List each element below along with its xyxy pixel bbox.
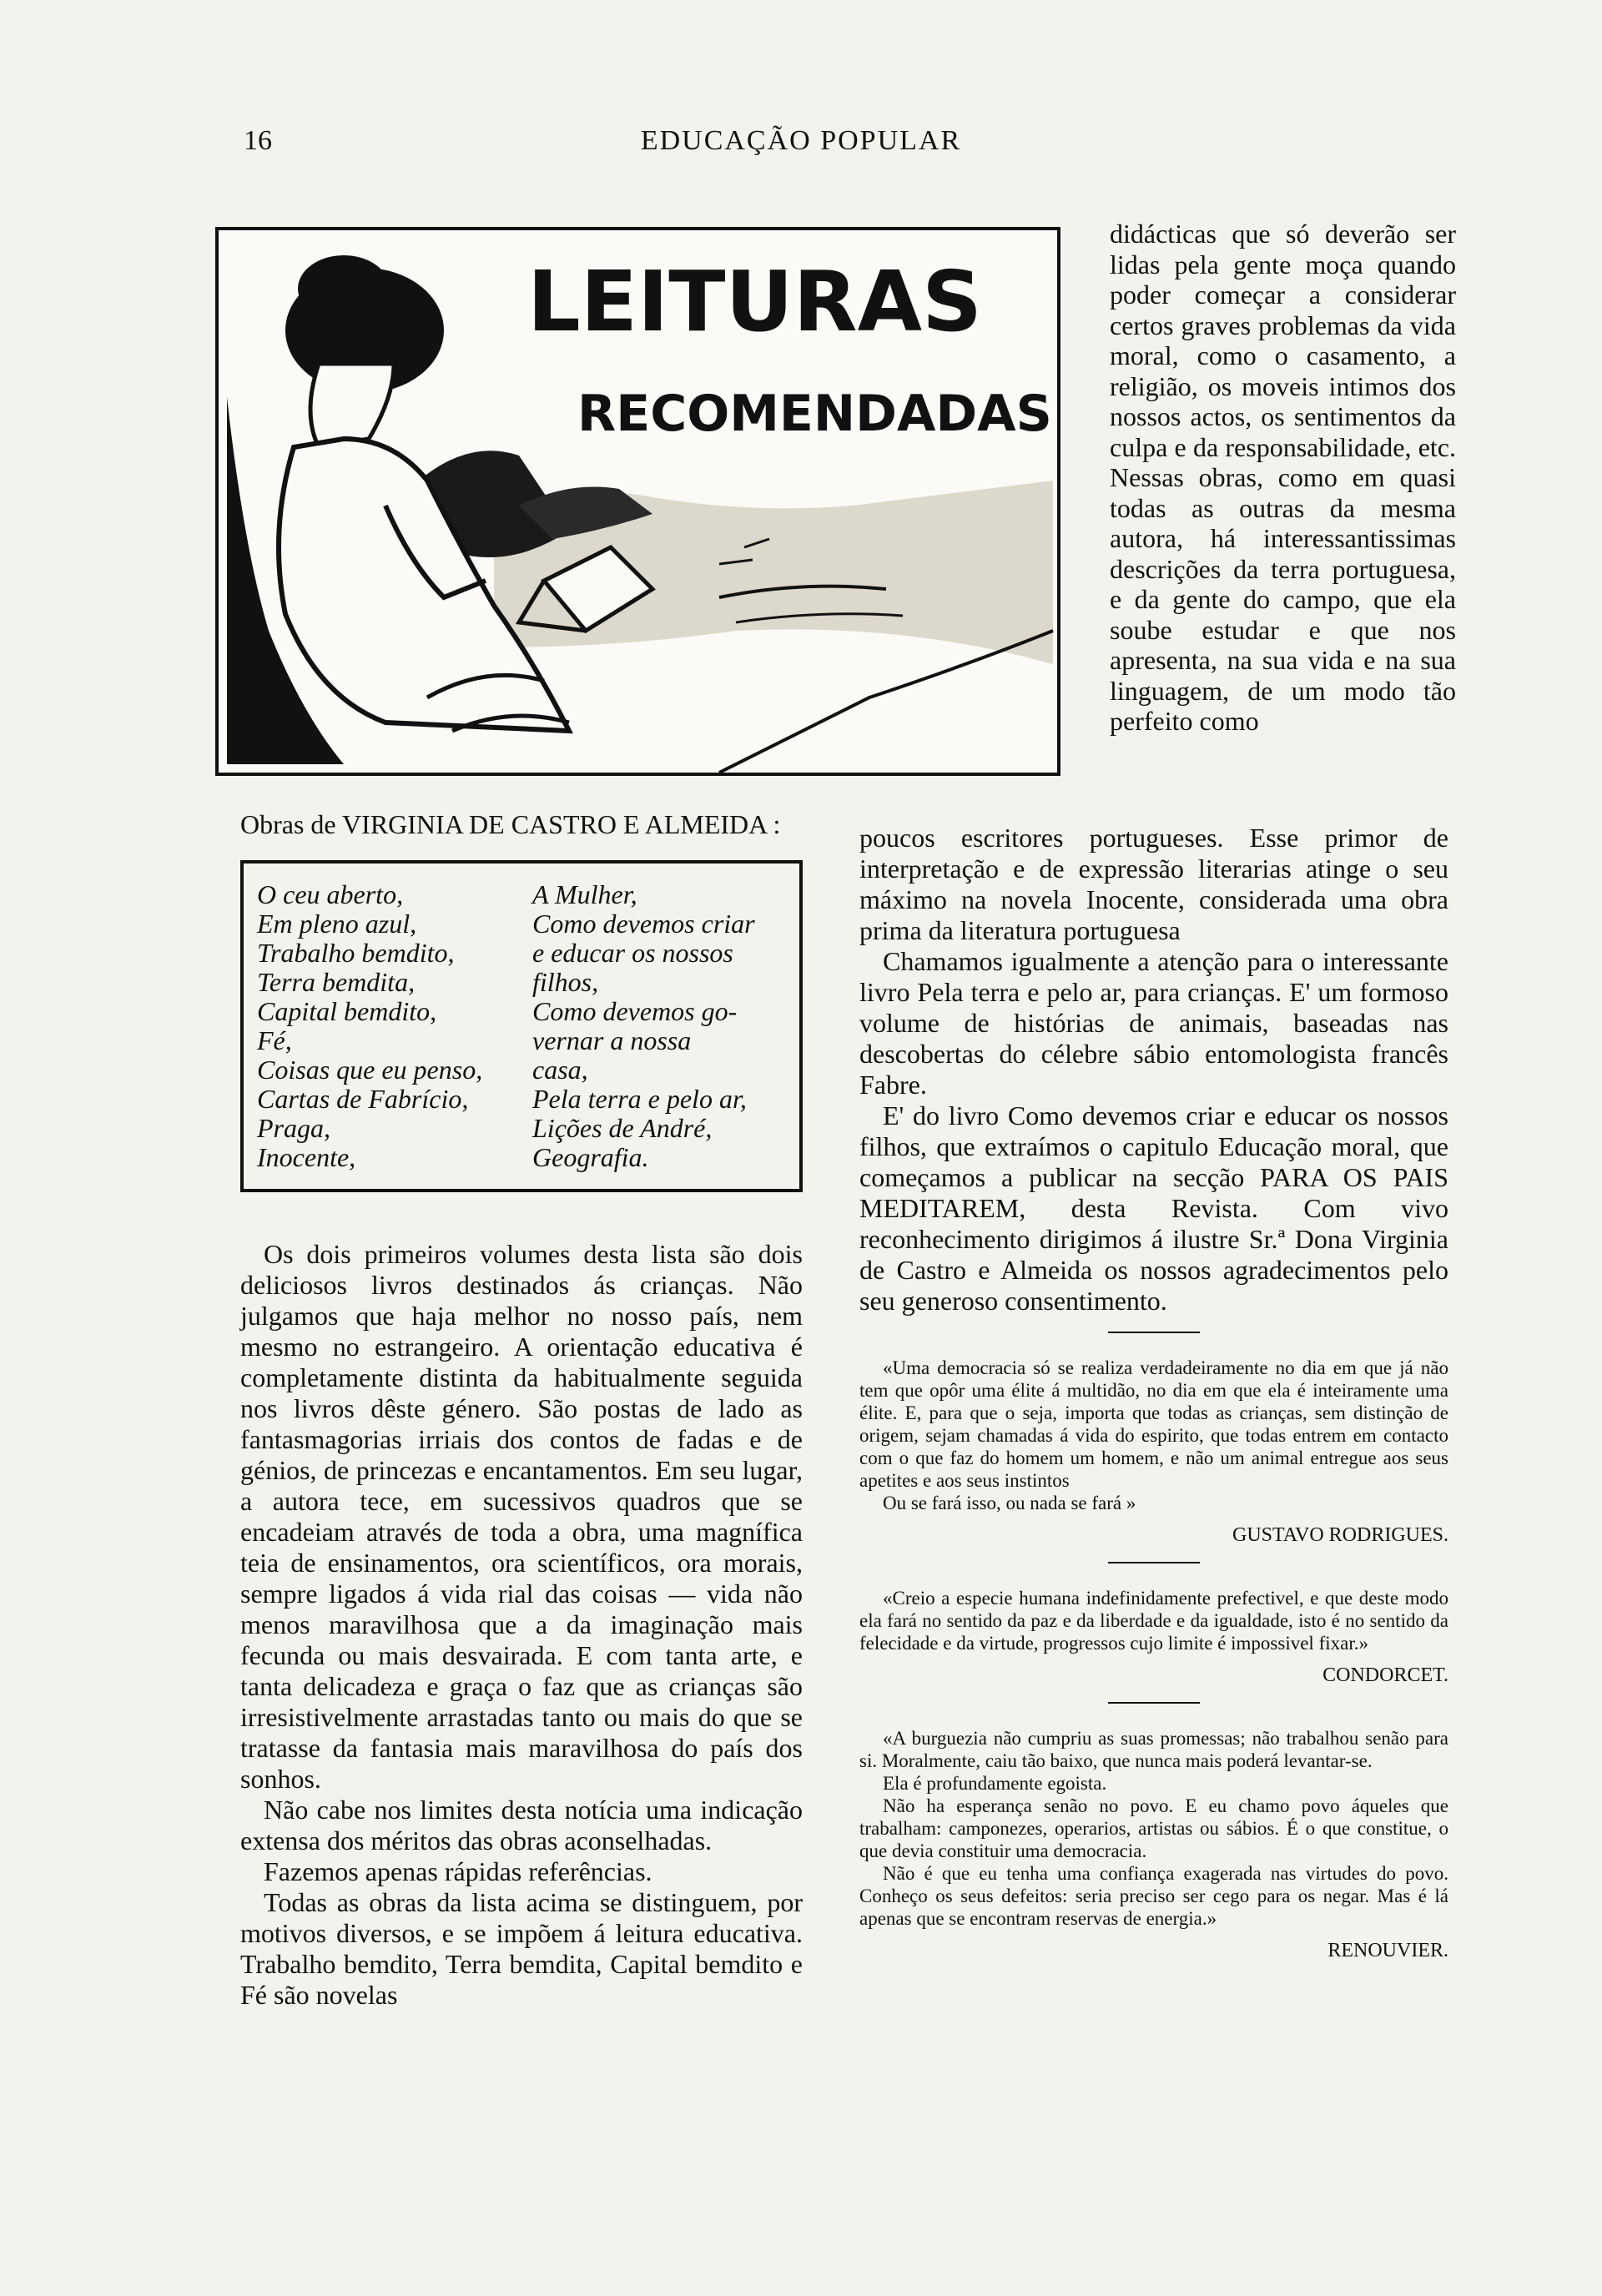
quote-text: Ela é profundamente egoista.: [883, 1773, 1107, 1794]
body-paragraph: E' do livro Como devemos criar e educar os nossos filhos, que extraímos o capitulo Educação moral, que começamos a publicar na secção PARA OS PAIS MEDITAREM, desta Revista. Com vivo reconhecimento dirigimos á ilustre Sr.ª Dona Virginia de Castro e Almeida os nossos agradecimentos pelo seu generoso consentimento.: [859, 1100, 1448, 1316]
banner-title: LEITURAS: [527, 253, 983, 350]
quote-text: «Uma democracia só se realiza verdadeiramente no dia em que já não tem que opôr uma élite á multidão, no dia em que ela é inteiramente uma élite. E, para que o seja, importa que todas as crianças, sem distinção de origem, sejam chamadas á vida do espirito, que todas entrem em contacto com o que faz do homem um homem, e não um animal entregue aos seus apetites e aos seus instintos: [859, 1357, 1448, 1491]
work-title: A Mulher,: [532, 879, 637, 909]
quote-renouvier: [859, 1727, 1448, 1962]
work-title: vernar a nossa: [532, 1025, 692, 1055]
work-title: Como devemos go-: [532, 996, 738, 1026]
work-title: casa,: [532, 1055, 588, 1085]
separator-rule: [1108, 1332, 1200, 1333]
work-title: Capital bemdito,: [257, 996, 437, 1026]
work-title: e educar os nossos: [532, 938, 733, 968]
quote-text: Ou se fará isso, ou nada se fará »: [883, 1493, 1136, 1513]
body-paragraph: poucos escritores portugueses. Esse primor de interpretação e de expressão literarias atinge o seu máximo na novela Inocente, considerada uma obra prima da literatura portuguesa: [859, 823, 1448, 945]
works-list-col1: [257, 880, 532, 1172]
separator-rule: [1108, 1562, 1200, 1563]
banner-subtitle: RECOMENDADAS: [577, 385, 1052, 443]
work-title: Geografia.: [532, 1142, 649, 1172]
work-title: O ceu aberto,: [257, 879, 404, 909]
page-number: 16: [244, 125, 272, 156]
work-title: Fé,: [257, 1025, 292, 1055]
work-title: Inocente,: [257, 1142, 356, 1172]
work-title: Cartas de Fabrício,: [257, 1084, 469, 1114]
work-title: Pela terra e pelo ar,: [532, 1084, 747, 1114]
works-intro: Obras de VIRGINIA DE CASTRO E ALMEIDA :: [240, 809, 781, 839]
works-list-col2: [532, 880, 786, 1172]
body-paragraph: Não cabe nos limites desta notícia uma indicação extensa dos méritos das obras aconselhadas.: [240, 1795, 803, 1855]
quote-text: Não ha esperança senão no povo. E eu chamo povo áqueles que trabalham: camponezes, operarios, artistas ou sábios. É o que constitue, o que devia constituir uma democracia.: [859, 1795, 1448, 1861]
work-title: Trabalho bemdito,: [257, 938, 455, 968]
work-title: Terra bemdita,: [257, 967, 416, 997]
quote-author: GUSTAVO RODRIGUES.: [1232, 1524, 1448, 1546]
quote-text: «A burguezia não cumpriu as suas promessas; não trabalhou senão para si. Moralmente, caiu tão baixo, que nunca mais poderá levantar-se.: [859, 1728, 1448, 1771]
work-title: Coisas que eu penso,: [257, 1055, 483, 1085]
right-column: [859, 823, 1448, 1962]
work-title: Praga,: [257, 1113, 330, 1143]
banner-illustration: [215, 227, 1060, 776]
quote-author: RENOUVIER.: [1327, 1940, 1448, 1961]
woman-reading-by-river-illustration: [219, 230, 1057, 773]
quote-rodrigues: [859, 1357, 1448, 1547]
separator-rule: [1108, 1702, 1200, 1704]
work-title: filhos,: [532, 967, 599, 997]
work-title: Como devemos criar: [532, 909, 755, 939]
quote-author: CONDORCET.: [1322, 1664, 1448, 1686]
body-paragraph: Chamamos igualmente a atenção para o interessante livro Pela terra e pelo ar, para crianças. E' um formoso volume de histórias de animais, baseadas nas descobertas do célebre sábio entomologista francês Fabre.: [859, 946, 1448, 1100]
top-right-text: didácticas que só deverão ser lidas pela gente moça quando poder começar a considerar certos graves problemas da vida moral, como o casamento, a religião, os moveis intimos dos nossos actos, os sentimentos da culpa e da responsabilidade, etc. Nessas obras, como em quasi todas as outras da mesma autora, há interessantissimas descrições da terra portuguesa, e da gente do campo, que ela soube estudar e que nos apresenta, na sua vida e na sua linguagem, de um modo tão perfeito como: [1110, 219, 1456, 736]
work-title: Em pleno azul,: [257, 909, 417, 939]
left-column: [240, 809, 803, 2011]
body-paragraph: Todas as obras da lista acima se distinguem, por motivos diversos, e se impõem á leitura educativa. Trabalho bemdito, Terra bemdita, Capital bemdito e Fé são novelas: [240, 1887, 803, 2010]
quote-condorcet: [859, 1587, 1448, 1687]
quote-text: Não é que eu tenha uma confiança exagerada nas virtudes do povo. Conheço os seus defeitos: seria preciso ser cego para os negar. Mas é lá apenas que se encontram reservas de energia.»: [859, 1863, 1448, 1929]
body-paragraph: Fazemos apenas rápidas referências.: [264, 1856, 652, 1886]
running-title: EDUCAÇÃO POPULAR: [640, 125, 962, 156]
quote-text: «Creio a especie humana indefinidamente prefectivel, e que deste modo ela fará no sentido da paz e da liberdade e da igualdade, isto é no sentido da felecidade e da virtude, progressos cujo limite é impossivel fixar.»: [859, 1588, 1448, 1654]
work-title: Lições de André,: [532, 1113, 713, 1143]
works-list-box: [240, 860, 803, 1192]
body-paragraph: Os dois primeiros volumes desta lista são dois deliciosos livros destinados ás crianças. Não julgamos que haja melhor no nosso país, nem mesmo no estrangeiro. A orientação educativa é completamente distinta da habitualmente seguida nos livros dêste género. São postas de lado as fantasmagorias irriais dos contos de fadas e de génios, de princezas e encantamentos. Em seu lugar, a autora tece, em sucessivos quadros que se encadeiam através de toda a obra, uma magnífica teia de ensinamentos, ora scientíficos, ora morais, sempre ligados á vida rial das coisas — vida não menos maravilhosa que a da imaginação mais fecunda ou mais desvairada. E com tanta arte, e tanta delicadeza e graça o faz que as crianças são irresistivelmente arrastadas tanto ou mais do que se tratasse da fantasia mais maravilhosa do país dos sonhos.: [240, 1239, 803, 1794]
